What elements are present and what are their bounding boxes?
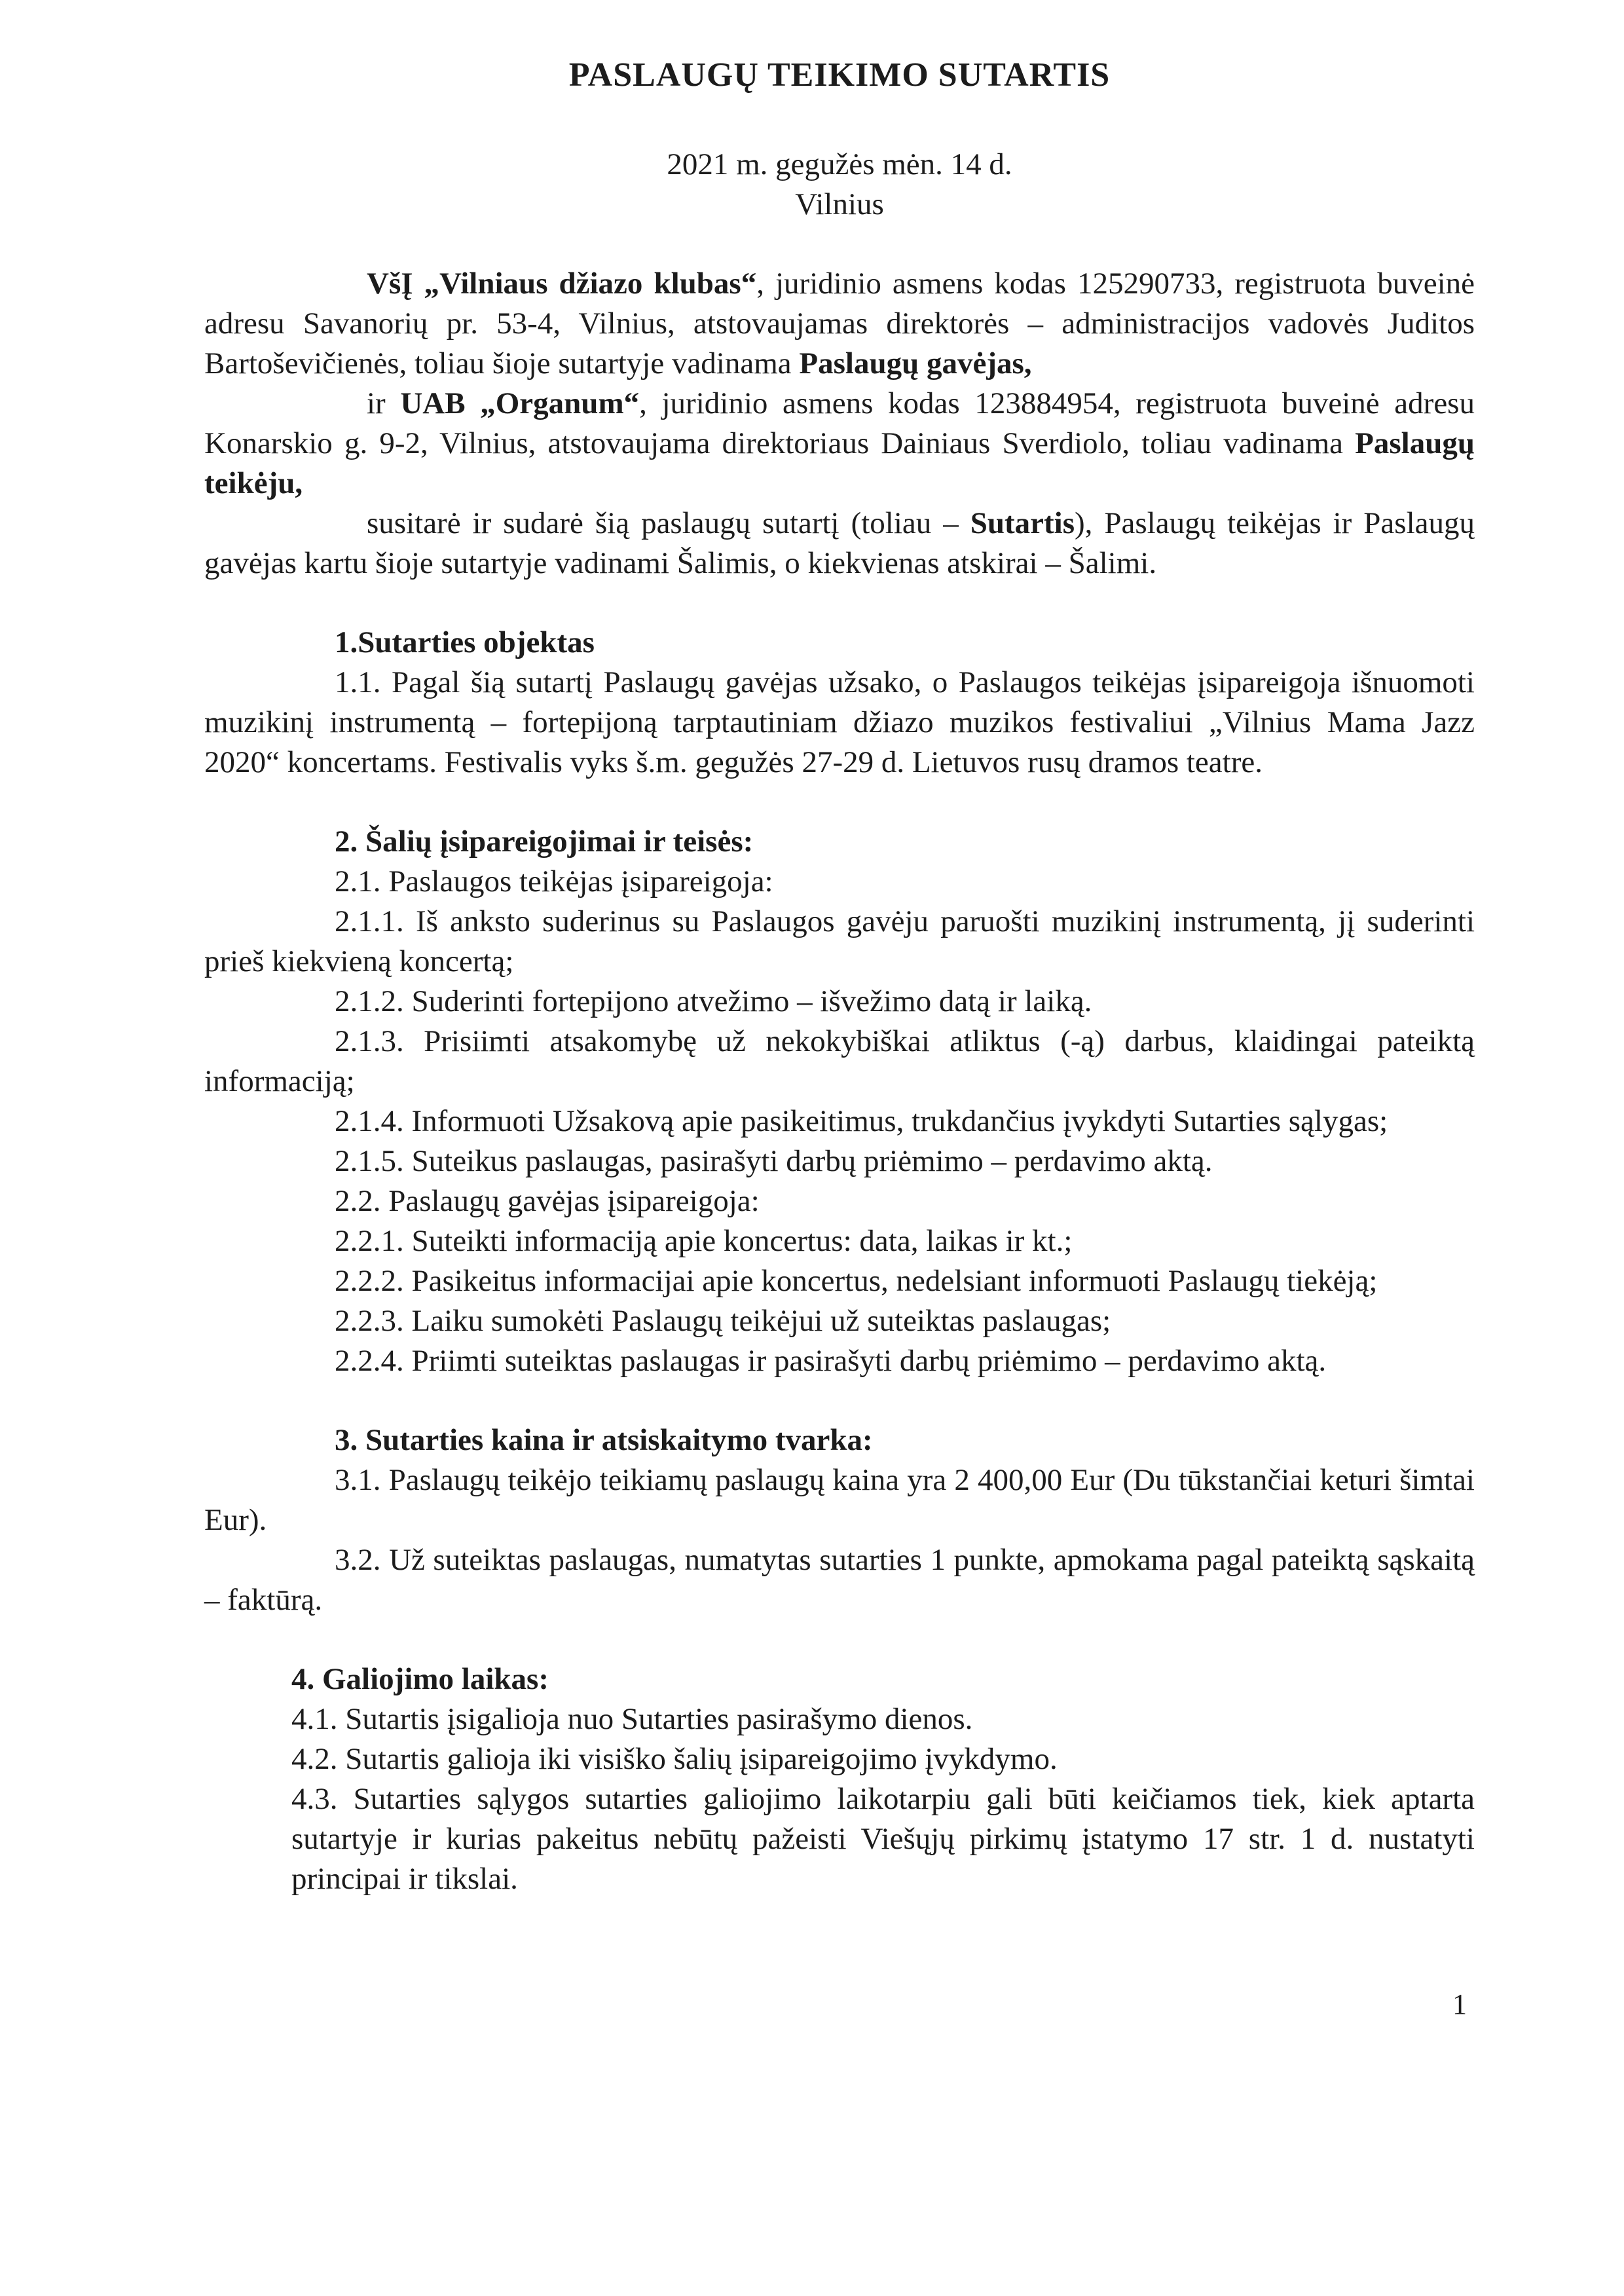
text-segment: 2.2.4. Priimti suteiktas paslaugas ir pasirašyti darbų priėmimo – perdavimo aktą. bbox=[335, 1344, 1327, 1378]
list-item-paragraph bbox=[204, 1341, 1475, 1381]
text-segment: 2.1. Paslaugos teikėjas įsipareigoja: bbox=[335, 864, 773, 898]
section-heading bbox=[335, 623, 1475, 663]
text-segment: 1.1. Pagal šią sutartį Paslaugų gavėjas užsako, o Paslaugos teikėjas įsipareigoja išnuomoti muzikinį instrumentą – fortepijoną tarptautiniam džiazo muzikos festivaliui „Vilnius Mama Jazz 2020“ koncertams. Festivalis vyks š.m. gegužės 27-29 d. Lietuvos rusų dramos teatre. bbox=[204, 665, 1475, 779]
document-date: 2021 m. gegužės mėn. 14 d. bbox=[667, 147, 1012, 181]
text-segment: , juridinio asmens kodas 125290733, registruota buveinė adresu Savanorių pr. 53-4, Vilnius, atstovaujamas direktorės – administracijos vadovės Juditos Bartoševičienės, toliau šioje sutartyje vadinama bbox=[204, 267, 1475, 380]
document-city: Vilnius bbox=[795, 187, 884, 221]
section-heading bbox=[291, 1659, 1475, 1699]
text-segment: 4.2. Sutartis galioja iki visiško šalių įsipareigojimo įvykdymo. bbox=[291, 1742, 1058, 1776]
text-segment-bold: Sutartis bbox=[970, 506, 1075, 540]
intro-paragraph bbox=[204, 384, 1475, 504]
list-item-paragraph bbox=[204, 982, 1475, 1022]
text-segment-bold: Paslaugų gavėjas, bbox=[799, 346, 1032, 380]
text-segment: 3.1. Paslaugų teikėjo teikiamų paslaugų kaina yra 2 400,00 Eur (Du tūkstančiai keturi šimtai Eur). bbox=[204, 1463, 1475, 1537]
list-item-paragraph bbox=[204, 1181, 1475, 1221]
text-segment-bold: VšĮ „Vilniaus džiazo klubas“ bbox=[367, 267, 757, 301]
text-segment: 2.2.3. Laiku sumokėti Paslaugų teikėjui už suteiktas paslaugas; bbox=[335, 1304, 1111, 1338]
text-segment: 3.2. Už suteiktas paslaugas, numatytas sutarties 1 punkte, apmokama pagal pateiktą sąskaitą – faktūrą. bbox=[204, 1543, 1475, 1617]
list-item-paragraph bbox=[291, 1779, 1475, 1899]
list-item-paragraph bbox=[204, 862, 1475, 902]
list-item-paragraph bbox=[204, 902, 1475, 982]
list-item-paragraph bbox=[204, 1141, 1475, 1181]
list-item-paragraph bbox=[204, 663, 1475, 783]
list-item-paragraph bbox=[204, 1261, 1475, 1301]
list-item-paragraph bbox=[291, 1739, 1475, 1779]
list-item-paragraph bbox=[204, 1540, 1475, 1620]
intro-paragraph bbox=[204, 504, 1475, 583]
text-segment-bold: UAB „Organum“ bbox=[400, 386, 640, 420]
document-title: PASLAUGŲ TEIKIMO SUTARTIS bbox=[568, 56, 1111, 94]
section-heading bbox=[335, 822, 1475, 862]
text-segment: 2.1.5. Suteikus paslaugas, pasirašyti darbų priėmimo – perdavimo aktą. bbox=[335, 1144, 1213, 1178]
text-segment: 2.1.4. Informuoti Užsakovą apie pasikeitimus, trukdančius įvykdyti Sutarties sąlygas; bbox=[335, 1104, 1388, 1138]
text-segment: ), Paslaugų teikėjas ir Paslaugų gavėjas kartu šioje sutartyje vadinami Šalimis, o kiekvienas atskirai – Šalimi. bbox=[204, 506, 1475, 580]
text-segment: 4.3. Sutarties sąlygos sutarties galiojimo laikotarpiu gali būti keičiamos tiek, kiek aptarta sutartyje ir kurias pakeitus nebūtų pažeisti Viešųjų pirkimų įstatymo 17 str. 1 d. nustatyti principai ir tikslai. bbox=[291, 1782, 1475, 1896]
text-segment: 2.1.2. Suderinti fortepijono atvežimo – išvežimo datą ir laiką. bbox=[335, 984, 1092, 1018]
text-segment-bold: 2. Šalių įsipareigojimai ir teisės: bbox=[335, 824, 754, 859]
text-segment-bold: 4. Galiojimo laikas: bbox=[291, 1662, 549, 1696]
list-item-paragraph bbox=[204, 1221, 1475, 1261]
text-segment: susitarė ir sudarė šią paslaugų sutartį (toliau – bbox=[367, 506, 970, 540]
list-item-paragraph bbox=[204, 1301, 1475, 1341]
text-segment: , juridinio asmens kodas 123884954, registruota buveinė adresu Konarskio g. 9-2, Vilnius, atstovaujama direktoriaus Dainiaus Sverdiolo, toliau vadinama bbox=[204, 386, 1475, 460]
intro-paragraph bbox=[204, 264, 1475, 384]
list-item-paragraph bbox=[204, 1102, 1475, 1141]
list-item-paragraph bbox=[204, 1460, 1475, 1540]
document-body bbox=[204, 264, 1475, 1899]
text-segment: 2.2.1. Suteikti informaciją apie koncertus: data, laikas ir kt.; bbox=[335, 1224, 1073, 1258]
page-number: 1 bbox=[1452, 1988, 1467, 2020]
text-segment: 2.2. Paslaugų gavėjas įsipareigoja: bbox=[335, 1184, 760, 1218]
text-segment: ir bbox=[367, 386, 401, 420]
text-segment: 2.2.2. Pasikeitus informacijai apie koncertus, nedelsiant informuoti Paslaugų tiekėją; bbox=[335, 1264, 1378, 1298]
text-segment: 2.1.1. Iš anksto suderinus su Paslaugos gavėju paruošti muzikinį instrumentą, jį suderinti prieš kiekvieną koncertą; bbox=[204, 904, 1475, 978]
text-segment: 4.1. Sutartis įsigalioja nuo Sutarties pasirašymo dienos. bbox=[291, 1702, 973, 1736]
text-segment-bold: Paslaugų teikėju, bbox=[204, 426, 1475, 500]
list-item-paragraph bbox=[204, 1022, 1475, 1102]
text-segment-bold: 1.Sutarties objektas bbox=[335, 625, 595, 659]
list-item-paragraph bbox=[291, 1699, 1475, 1739]
text-segment: 2.1.3. Prisiimti atsakomybę už nekokybiškai atliktus (-ą) darbus, klaidingai pateiktą informaciją; bbox=[204, 1024, 1475, 1098]
section-heading bbox=[335, 1420, 1475, 1460]
text-segment-bold: 3. Sutarties kaina ir atsiskaitymo tvarka: bbox=[335, 1423, 873, 1457]
